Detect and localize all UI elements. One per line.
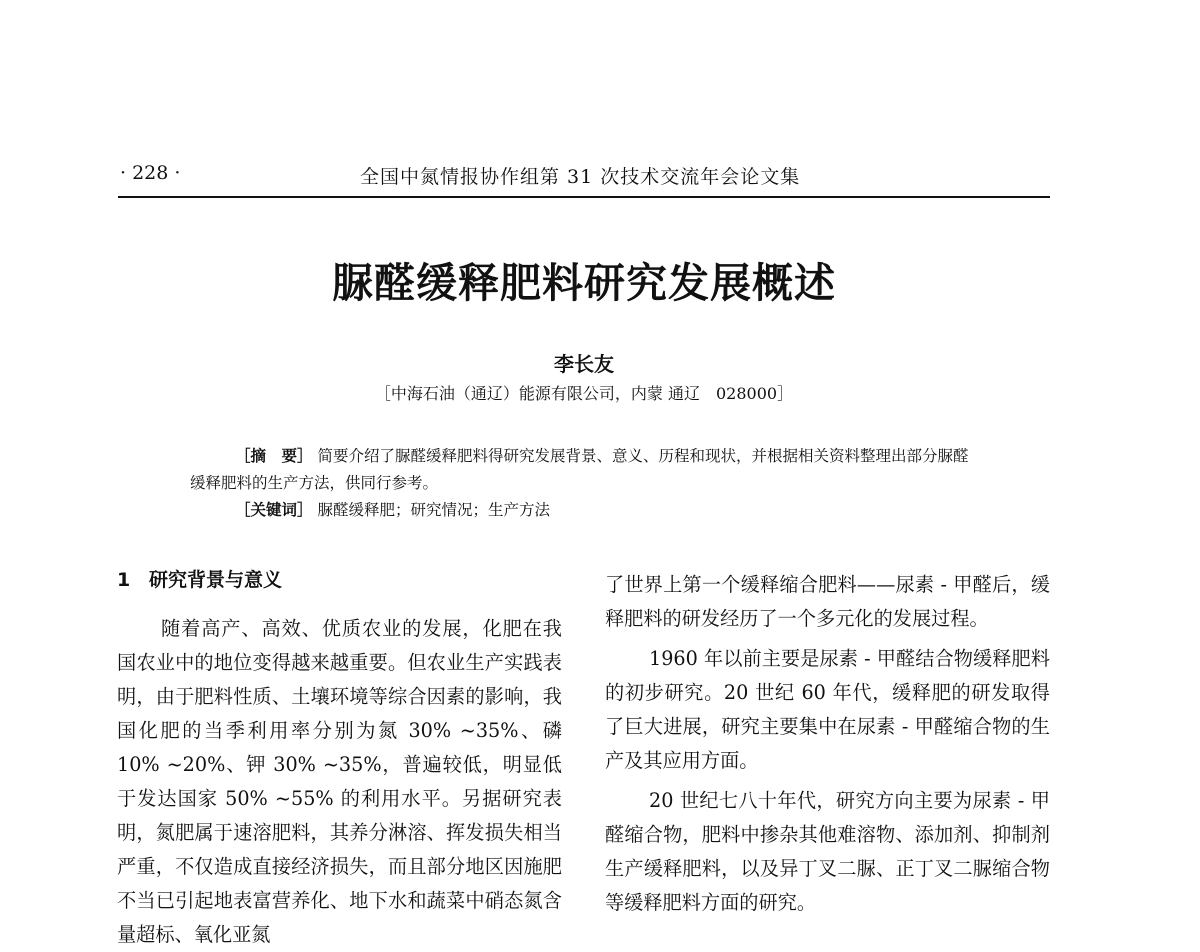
abstract-label: ［摘 要］ — [235, 447, 313, 465]
abstract-text: 简要介绍了脲醛缓释肥料得研究发展背景、意义、历程和现状，并根据相关资料整理出部分脲醛缓释肥料的生产方法，供同行参考。 — [190, 447, 969, 492]
author-name: 李长友 — [554, 352, 614, 376]
left-column — [117, 612, 562, 952]
abstract — [190, 443, 980, 497]
paper-title: 脲醛缓释肥料研究发展概述 — [332, 259, 836, 307]
section-number: 1 — [117, 569, 131, 591]
abstract-block — [190, 443, 980, 524]
keywords — [190, 497, 980, 524]
body-paragraph: 1960 年以前主要是尿素 - 甲醛结合物缓释肥料的初步研究。20 世纪 60 年代，缓释肥的研发取得了巨大进展，研究主要集中在尿素 - 甲醛缩合物的生产及其应用方面。 — [605, 647, 1050, 772]
running-header: 全国中氮情报协作组第 31 次技术交流年会论文集 — [360, 166, 801, 188]
body-paragraph: 随着高产、高效、优质农业的发展，化肥在我国农业中的地位变得越来越重要。但农业生产实践表明，由于肥料性质、土壤环境等综合因素的影响，我国化肥的当季利用率分别为氮 30% ~35%、磷 10% ~20%、钾 30% ~35%，普遍较低，明显低于发达国家 50% ~55% 的利用水平。另据研究表明，氮肥属于速溶肥料，其养分淋溶、挥发损失相当严重，不仅造成直接经济损失，而且部分地区因施肥不当已引起地表富营养化、地下水和蔬菜中硝态氮含量超标、氧化亚氮 — [117, 617, 562, 946]
section-title: 研究背景与意义 — [149, 569, 283, 591]
keywords-text: 脲醛缓释肥；研究情况；生产方法 — [317, 501, 550, 519]
body-paragraph-continuation: 了世界上第一个缓释缩合肥料——尿素 - 甲醛后，缓释肥料的研发经历了一个多元化的发展过程。 — [605, 573, 1050, 630]
page-number: · 228 · — [120, 162, 181, 184]
section-heading — [117, 565, 282, 592]
right-column — [605, 568, 1050, 920]
body-paragraph: 20 世纪七八十年代，研究方向主要为尿素 - 甲醛缩合物，肥料中掺杂其他难溶物、添加剂、抑制剂生产缓释肥料，以及异丁叉二脲、正丁叉二脲缩合物等缓释肥料方面的研究。 — [605, 789, 1050, 914]
keywords-label: ［关键词］ — [235, 501, 313, 519]
author-affiliation: ［中海石油（通辽）能源有限公司，内蒙 通辽 028000］ — [374, 384, 794, 403]
header-rule — [118, 196, 1050, 198]
